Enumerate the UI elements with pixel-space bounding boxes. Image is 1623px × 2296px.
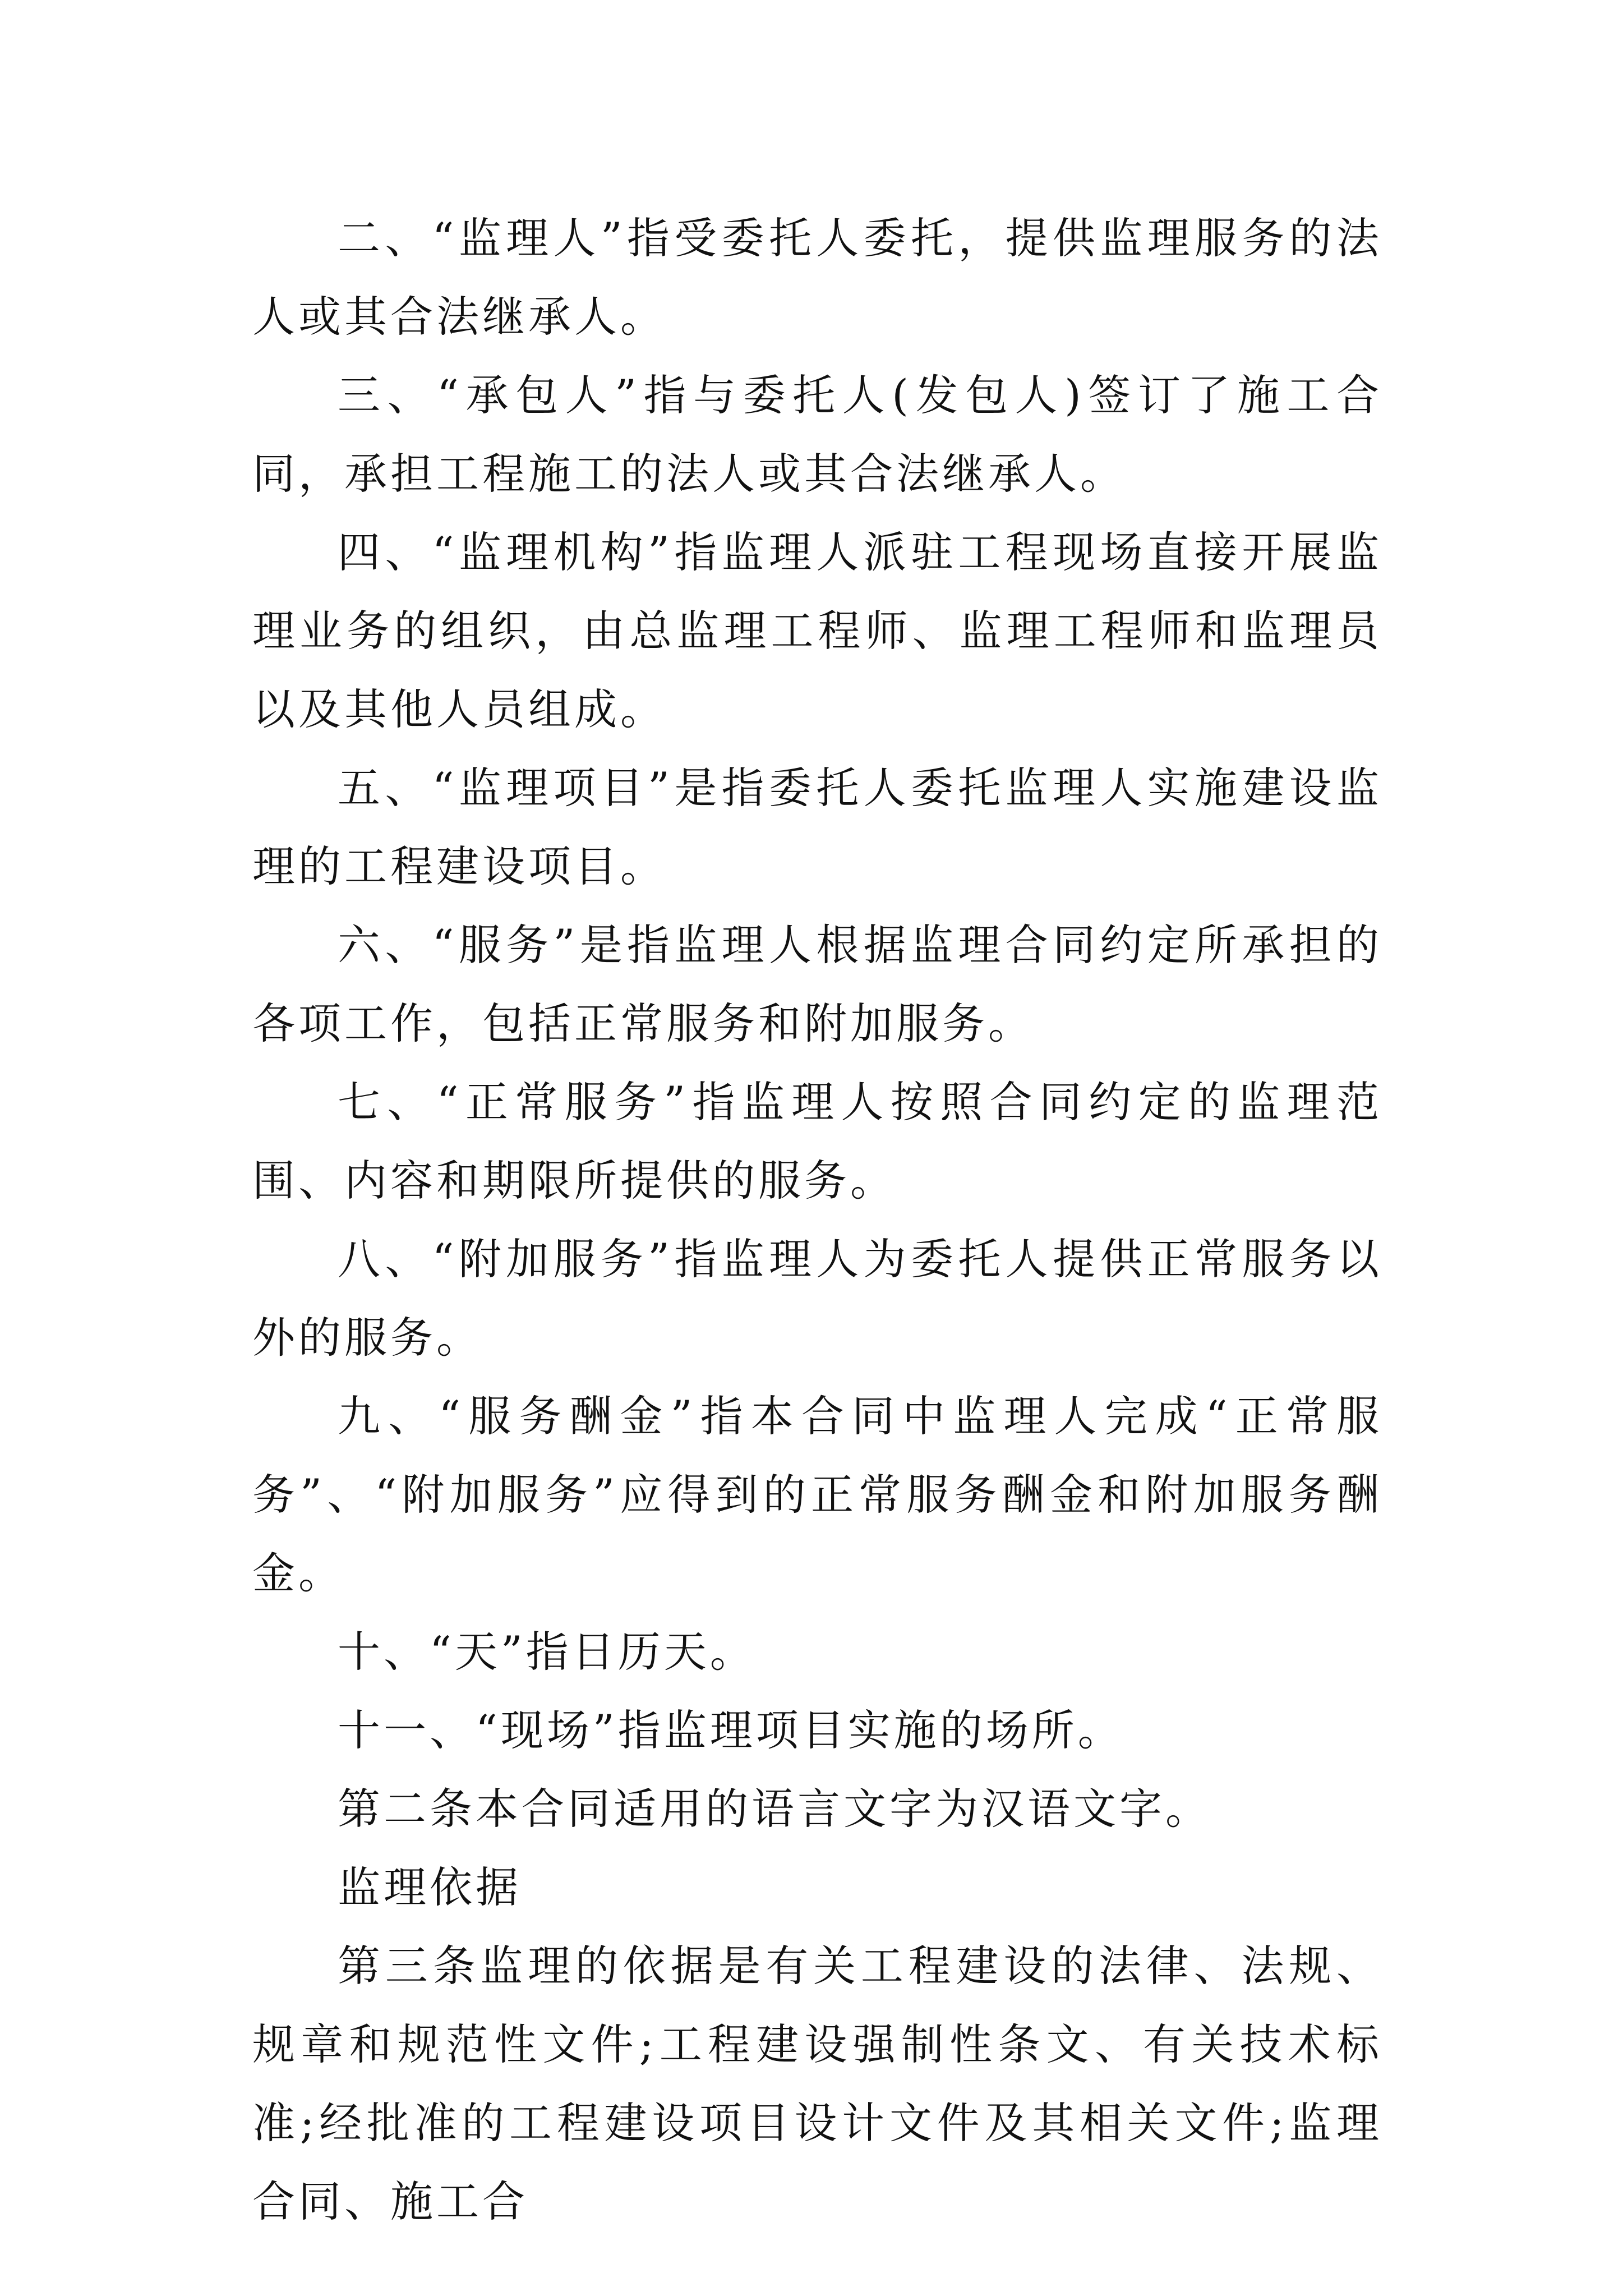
- paragraph-definition-contractor: 三、“承包人”指与委托人(发包人)签订了施工合同，承担工程施工的法人或其合法继承人。: [252, 370, 1382, 499]
- paragraph-definition-supervision-project: 五、“监理项目”是指委托人委托监理人实施建设监理的工程建设项目。: [252, 763, 1382, 891]
- document-body: [252, 199, 1382, 2241]
- paragraph-definition-site: 十一、“现场”指监理项目实施的场所。: [338, 1705, 1124, 1755]
- paragraph-definition-normal-service: 七、“正常服务”指监理人按照合同约定的监理范围、内容和期限所提供的服务。: [252, 1077, 1382, 1205]
- paragraph-definition-supervision-agency: 四、“监理机构”指监理人派驻工程现场直接开展监理业务的组织，由总监理工程师、监理工程师和监理员以及其他人员组成。: [252, 527, 1382, 734]
- paragraph-definition-day: 十、“天”指日历天。: [338, 1627, 756, 1677]
- paragraph-article-3: 第三条监理的依据是有关工程建设的法律、法规、规章和规范性文件;工程建设强制性条文、有关技术标准;经批准的工程建设项目设计文件及其相关文件;监理合同、施工合: [252, 1941, 1382, 2226]
- paragraph-article-2: 第二条本合同适用的语言文字为汉语文字。: [338, 1784, 1211, 1834]
- paragraph-definition-supervisor: 二、“监理人”指受委托人委托，提供监理服务的法人或其合法继承人。: [252, 213, 1382, 342]
- section-heading-supervision-basis: 监理依据: [338, 1862, 522, 1912]
- paragraph-definition-service-fee: 九、“服务酬金”指本合同中监理人完成“正常服务”、“附加服务”应得到的正常服务酬金和附加服务酬金。: [252, 1391, 1382, 1598]
- paragraph-definition-additional-service: 八、“附加服务”指监理人为委托人提供正常服务以外的服务。: [252, 1234, 1382, 1363]
- paragraph-definition-service: 六、“服务”是指监理人根据监理合同约定所承担的各项工作，包括正常服务和附加服务。: [252, 920, 1382, 1048]
